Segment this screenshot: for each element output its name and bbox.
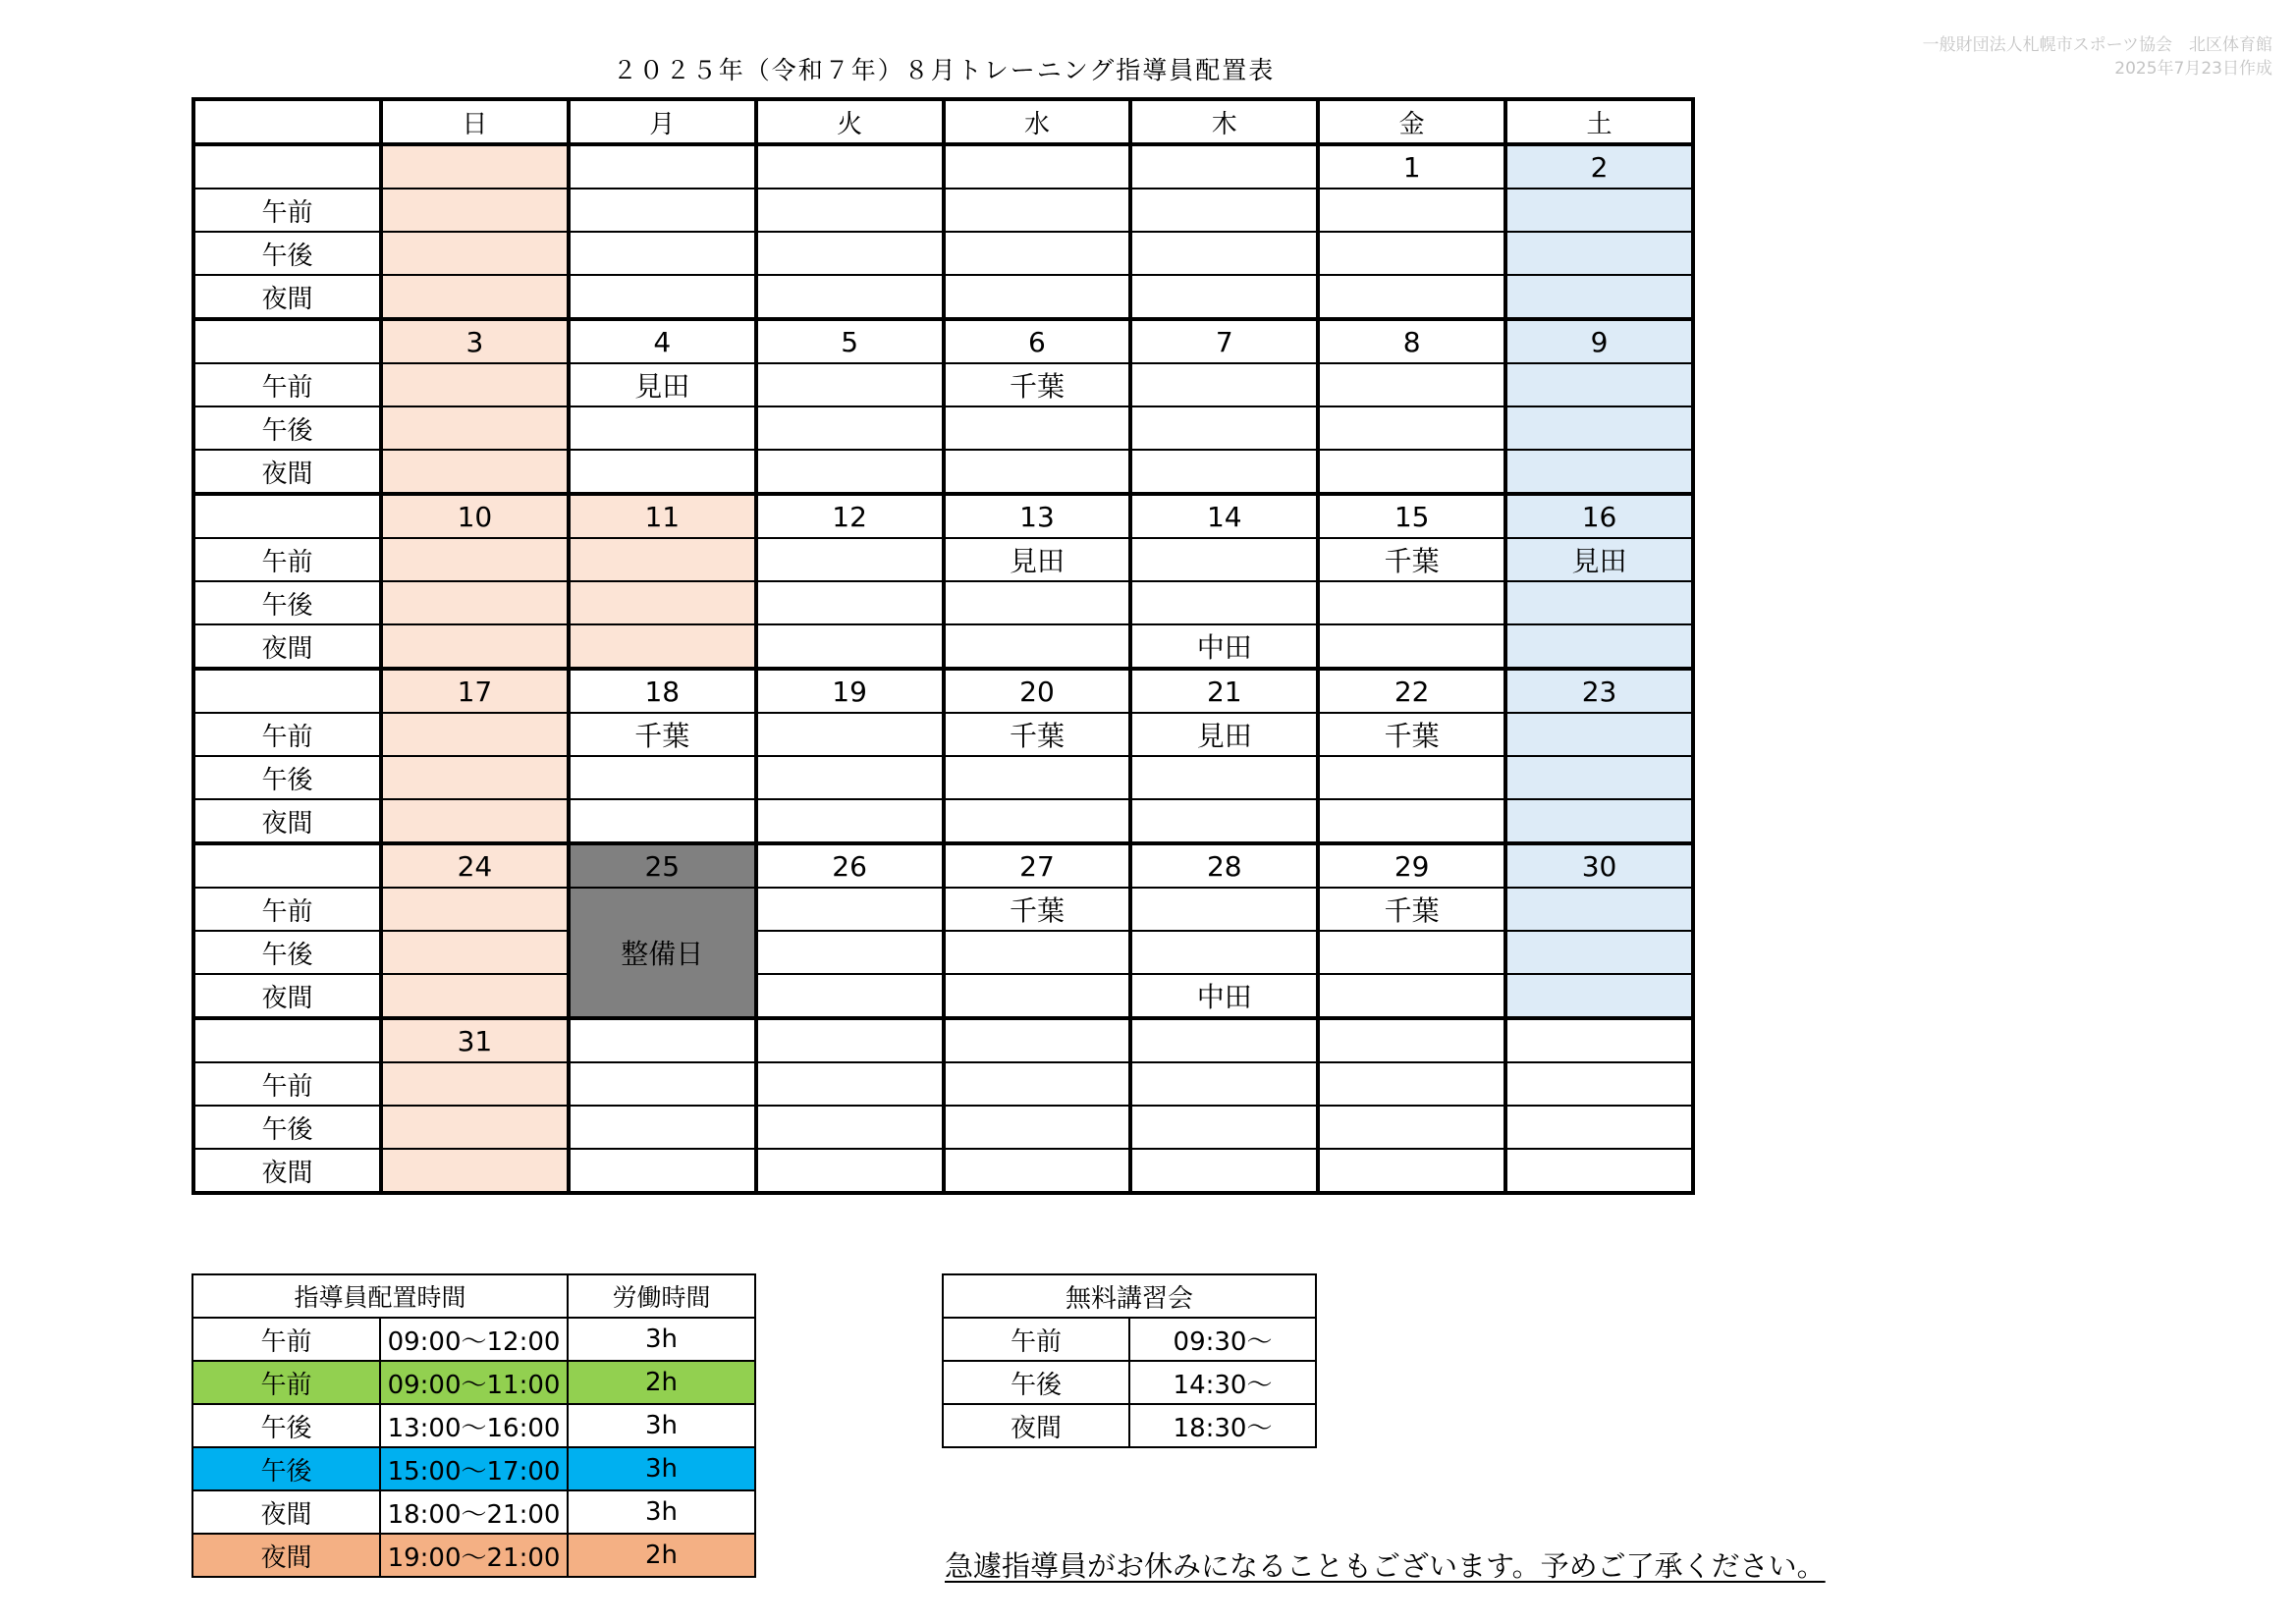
corner-cell (193, 99, 381, 144)
period-row-night (193, 799, 1693, 843)
staff-assignment-cell (1505, 1106, 1693, 1149)
period-label: 夜間 (193, 799, 381, 843)
day-number: 29 (1318, 843, 1505, 888)
staff-assignment-cell: 見田 (1130, 713, 1318, 756)
staff-assignment-cell (381, 275, 569, 319)
staff-assignment-cell (1318, 974, 1505, 1018)
staff-assignment-cell (944, 450, 1131, 494)
staff-assignment-cell: 見田 (944, 538, 1131, 581)
blank-label-cell (193, 843, 381, 888)
staff-assignment-cell (381, 624, 569, 669)
legend-header-hours: 労働時間 (568, 1274, 755, 1318)
legend-period: 夜間 (192, 1490, 380, 1534)
day-number: 6 (944, 319, 1131, 363)
staff-assignment-cell (944, 931, 1131, 974)
period-label: 午後 (193, 931, 381, 974)
day-number: 28 (1130, 843, 1318, 888)
staff-assignment-cell: 千葉 (1318, 888, 1505, 931)
legend-period: 夜間 (192, 1534, 380, 1577)
staff-assignment-cell (1130, 1106, 1318, 1149)
staff-assignment-cell (1505, 1149, 1693, 1193)
staff-assignment-cell (569, 1106, 756, 1149)
week-day-row (193, 494, 1693, 538)
legend-period: 午前 (192, 1361, 380, 1404)
legend-hours: 3h (568, 1318, 755, 1361)
period-row-night (193, 1149, 1693, 1193)
blank-label-cell (193, 494, 381, 538)
staff-assignment-cell (756, 888, 944, 931)
staff-assignment-cell (1318, 275, 1505, 319)
period-label: 午前 (193, 713, 381, 756)
staff-assignment-cell (756, 713, 944, 756)
seminar-time: 14:30～ (1129, 1361, 1316, 1404)
staff-assignment-cell (569, 581, 756, 624)
day-number: 22 (1318, 669, 1505, 713)
staff-assignment-cell (569, 756, 756, 799)
staff-assignment-cell (1505, 363, 1693, 406)
staff-assignment-cell (756, 799, 944, 843)
staff-assignment-cell (756, 189, 944, 232)
organization-block (1923, 33, 2272, 81)
legend-hours: 2h (568, 1361, 755, 1404)
day-number: 15 (1318, 494, 1505, 538)
legend-row (192, 1318, 755, 1361)
staff-assignment-cell (756, 1149, 944, 1193)
staff-assignment-cell (756, 1106, 944, 1149)
staff-assignment-cell: 見田 (1505, 538, 1693, 581)
period-row-pm (193, 406, 1693, 450)
staff-assignment-cell: 中田 (1130, 624, 1318, 669)
staff-assignment-cell (944, 799, 1131, 843)
staff-assignment-cell (1505, 189, 1693, 232)
day-number: 26 (756, 843, 944, 888)
staff-assignment-cell (944, 232, 1131, 275)
staff-assignment-cell: 千葉 (944, 888, 1131, 931)
period-row-pm (193, 232, 1693, 275)
period-label: 夜間 (193, 450, 381, 494)
staff-assignment-cell: 千葉 (1318, 713, 1505, 756)
staff-assignment-cell (1130, 1149, 1318, 1193)
staff-assignment-cell (756, 974, 944, 1018)
weekday-header-row (193, 99, 1693, 144)
staff-assignment-cell (381, 189, 569, 232)
staff-assignment-cell (569, 1062, 756, 1106)
staff-assignment-cell (1130, 581, 1318, 624)
day-number: 30 (1505, 843, 1693, 888)
day-number (569, 1018, 756, 1062)
staff-assignment-cell (944, 189, 1131, 232)
day-number (756, 144, 944, 189)
staff-assignment-cell (381, 363, 569, 406)
day-number: 13 (944, 494, 1131, 538)
staff-assignment-cell (1318, 799, 1505, 843)
legend-hours: 3h (568, 1490, 755, 1534)
day-number: 12 (756, 494, 944, 538)
staff-assignment-cell (756, 581, 944, 624)
staff-assignment-cell (756, 232, 944, 275)
staff-assignment-cell (1505, 756, 1693, 799)
staff-assignment-cell (1505, 624, 1693, 669)
seminar-time: 18:30～ (1129, 1404, 1316, 1447)
staff-assignment-cell (381, 931, 569, 974)
staff-assignment-cell (1130, 799, 1318, 843)
staff-assignment-cell (1318, 581, 1505, 624)
weekday-header: 木 (1130, 99, 1318, 144)
staff-assignment-cell (1505, 275, 1693, 319)
staff-assignment-cell (1318, 363, 1505, 406)
week-day-row (193, 1018, 1693, 1062)
staff-assignment-cell (1505, 974, 1693, 1018)
staff-assignment-cell (569, 624, 756, 669)
staff-assignment-cell (756, 756, 944, 799)
staff-assignment-cell (756, 538, 944, 581)
staff-assignment-cell (1505, 581, 1693, 624)
day-number: 8 (1318, 319, 1505, 363)
staff-assignment-cell (944, 1106, 1131, 1149)
staff-assignment-cell (1318, 624, 1505, 669)
period-label: 夜間 (193, 974, 381, 1018)
period-label: 夜間 (193, 624, 381, 669)
week-day-row (193, 669, 1693, 713)
blank-label-cell (193, 669, 381, 713)
period-label: 午後 (193, 581, 381, 624)
staff-assignment-cell (381, 974, 569, 1018)
staff-assignment-cell (1318, 1062, 1505, 1106)
created-date: 2025年7月23日作成 (2114, 59, 2272, 79)
seminar-time: 09:30～ (1129, 1318, 1316, 1361)
staff-assignment-cell (756, 450, 944, 494)
staff-assignment-cell (381, 756, 569, 799)
staff-assignment-cell (1130, 756, 1318, 799)
day-number (569, 144, 756, 189)
legend-time: 09:00～11:00 (380, 1361, 568, 1404)
week-day-row (193, 144, 1693, 189)
day-number: 5 (756, 319, 944, 363)
period-label: 午前 (193, 888, 381, 931)
organization-name: 一般財団法人札幌市スポーツ協会 北区体育館 (1922, 35, 2272, 55)
staff-assignment-cell (381, 799, 569, 843)
staff-assignment-cell (1130, 275, 1318, 319)
staff-assignment-cell (1130, 1062, 1318, 1106)
notice-text: 急遽指導員がお休みになることもございます。予めご了承ください。 (945, 1549, 1826, 1583)
weekday-header: 火 (756, 99, 944, 144)
legend-row (192, 1490, 755, 1534)
staff-assignment-cell (1318, 406, 1505, 450)
week-day-row (193, 319, 1693, 363)
day-number (1318, 1018, 1505, 1062)
page-title: ２０２５年（令和７年）８月トレーニング指導員配置表 (612, 56, 1276, 84)
day-number: 18 (569, 669, 756, 713)
period-row-pm (193, 756, 1693, 799)
legend-hours: 3h (568, 1447, 755, 1490)
period-label: 午後 (193, 1106, 381, 1149)
staff-assignment-cell (1318, 756, 1505, 799)
staff-assignment-cell (1318, 1106, 1505, 1149)
legend-row (192, 1534, 755, 1577)
staff-assignment-cell (381, 888, 569, 931)
legend-period: 午後 (192, 1404, 380, 1447)
period-label: 午後 (193, 406, 381, 450)
day-number: 11 (569, 494, 756, 538)
legend-row (192, 1404, 755, 1447)
period-row-night (193, 974, 1693, 1018)
day-number: 19 (756, 669, 944, 713)
day-number: 1 (1318, 144, 1505, 189)
staff-assignment-cell (569, 232, 756, 275)
weekday-header: 月 (569, 99, 756, 144)
day-number: 21 (1130, 669, 1318, 713)
staff-assignment-cell (569, 450, 756, 494)
staff-assignment-cell (756, 406, 944, 450)
period-row-pm (193, 1106, 1693, 1149)
seminar-period: 午後 (943, 1361, 1129, 1404)
day-number (1130, 1018, 1318, 1062)
period-row-am (193, 888, 1693, 931)
day-number: 10 (381, 494, 569, 538)
staff-assignment-cell (381, 450, 569, 494)
staff-assignment-cell (756, 275, 944, 319)
staff-assignment-cell (569, 406, 756, 450)
staff-hours-legend (191, 1273, 756, 1578)
staff-assignment-cell (1318, 1149, 1505, 1193)
staff-assignment-cell (1318, 189, 1505, 232)
staff-assignment-cell (756, 931, 944, 974)
legend-period: 午後 (192, 1447, 380, 1490)
period-row-pm (193, 931, 1693, 974)
legend-time: 18:00～21:00 (380, 1490, 568, 1534)
staff-assignment-cell (944, 756, 1131, 799)
period-row-am (193, 189, 1693, 232)
staff-assignment-cell (756, 1062, 944, 1106)
maintenance-day-cell: 整備日 (569, 888, 756, 1018)
period-row-night (193, 624, 1693, 669)
day-number: 16 (1505, 494, 1693, 538)
period-label: 夜間 (193, 1149, 381, 1193)
staff-assignment-cell (944, 581, 1131, 624)
staff-assignment-cell (1505, 799, 1693, 843)
staff-assignment-cell (1505, 713, 1693, 756)
day-number: 17 (381, 669, 569, 713)
staff-assignment-cell (381, 406, 569, 450)
staff-assignment-cell: 千葉 (944, 363, 1131, 406)
day-number: 27 (944, 843, 1131, 888)
staff-assignment-cell (1130, 538, 1318, 581)
staff-assignment-cell (381, 713, 569, 756)
staff-assignment-cell (1505, 931, 1693, 974)
staff-assignment-cell: 千葉 (944, 713, 1131, 756)
staff-assignment-cell (1130, 888, 1318, 931)
weekday-header: 日 (381, 99, 569, 144)
weekday-header: 土 (1505, 99, 1693, 144)
period-label: 午前 (193, 538, 381, 581)
period-label: 午後 (193, 756, 381, 799)
schedule-calendar (191, 97, 1695, 1195)
staff-assignment-cell (381, 581, 569, 624)
staff-assignment-cell (1130, 189, 1318, 232)
weekday-header: 水 (944, 99, 1131, 144)
staff-assignment-cell (381, 1062, 569, 1106)
day-number (381, 144, 569, 189)
seminar-period: 夜間 (943, 1404, 1129, 1447)
blank-label-cell (193, 1018, 381, 1062)
staff-assignment-cell (944, 624, 1131, 669)
staff-assignment-cell (1505, 888, 1693, 931)
free-seminar-table (942, 1273, 1317, 1448)
staff-assignment-cell (1130, 363, 1318, 406)
staff-assignment-cell (1130, 406, 1318, 450)
staff-assignment-cell (569, 538, 756, 581)
legend-time: 15:00～17:00 (380, 1447, 568, 1490)
legend-period: 午前 (192, 1318, 380, 1361)
day-number (1130, 144, 1318, 189)
period-label: 午前 (193, 363, 381, 406)
seminar-row (943, 1318, 1316, 1361)
blank-label-cell (193, 144, 381, 189)
legend-time: 19:00～21:00 (380, 1534, 568, 1577)
day-number (756, 1018, 944, 1062)
legend-row (192, 1447, 755, 1490)
staff-assignment-cell (1505, 450, 1693, 494)
staff-assignment-cell (1505, 406, 1693, 450)
day-number: 31 (381, 1018, 569, 1062)
staff-assignment-cell: 千葉 (569, 713, 756, 756)
seminar-row (943, 1361, 1316, 1404)
legend-time: 13:00～16:00 (380, 1404, 568, 1447)
day-number: 9 (1505, 319, 1693, 363)
legend-hours: 2h (568, 1534, 755, 1577)
day-number: 2 (1505, 144, 1693, 189)
staff-assignment-cell (756, 363, 944, 406)
staff-assignment-cell (1130, 931, 1318, 974)
staff-assignment-cell (1318, 931, 1505, 974)
period-row-am (193, 1062, 1693, 1106)
staff-assignment-cell (1318, 450, 1505, 494)
day-number (944, 1018, 1131, 1062)
staff-assignment-cell (944, 974, 1131, 1018)
day-number: 4 (569, 319, 756, 363)
staff-assignment-cell (569, 1149, 756, 1193)
staff-assignment-cell (569, 189, 756, 232)
day-number (944, 144, 1131, 189)
legend-hours: 3h (568, 1404, 755, 1447)
period-row-pm (193, 581, 1693, 624)
legend-time: 09:00～12:00 (380, 1318, 568, 1361)
blank-label-cell (193, 319, 381, 363)
staff-assignment-cell (756, 624, 944, 669)
staff-assignment-cell (1130, 232, 1318, 275)
staff-assignment-cell (381, 232, 569, 275)
staff-assignment-cell (1318, 232, 1505, 275)
period-label: 午前 (193, 189, 381, 232)
staff-assignment-cell: 千葉 (1318, 538, 1505, 581)
legend-row (192, 1361, 755, 1404)
seminar-period: 午前 (943, 1318, 1129, 1361)
seminar-row (943, 1404, 1316, 1447)
staff-assignment-cell (944, 275, 1131, 319)
staff-assignment-cell (381, 1149, 569, 1193)
weekday-header: 金 (1318, 99, 1505, 144)
day-number: 14 (1130, 494, 1318, 538)
legend-header-time: 指導員配置時間 (192, 1274, 568, 1318)
staff-assignment-cell (381, 538, 569, 581)
seminar-header: 無料講習会 (943, 1274, 1316, 1318)
period-row-night (193, 450, 1693, 494)
day-number: 23 (1505, 669, 1693, 713)
period-row-am (193, 713, 1693, 756)
staff-assignment-cell (1505, 232, 1693, 275)
period-label: 午後 (193, 232, 381, 275)
period-row-am (193, 363, 1693, 406)
day-number: 25 (569, 843, 756, 888)
staff-assignment-cell (944, 406, 1131, 450)
staff-assignment-cell (1505, 1062, 1693, 1106)
period-row-night (193, 275, 1693, 319)
staff-assignment-cell (381, 1106, 569, 1149)
period-label: 夜間 (193, 275, 381, 319)
staff-assignment-cell (1130, 450, 1318, 494)
day-number: 3 (381, 319, 569, 363)
staff-assignment-cell (944, 1062, 1131, 1106)
week-day-row (193, 843, 1693, 888)
staff-assignment-cell (569, 275, 756, 319)
staff-assignment-cell: 見田 (569, 363, 756, 406)
day-number: 24 (381, 843, 569, 888)
period-label: 午前 (193, 1062, 381, 1106)
staff-assignment-cell (944, 1149, 1131, 1193)
day-number: 20 (944, 669, 1131, 713)
period-row-am (193, 538, 1693, 581)
day-number: 7 (1130, 319, 1318, 363)
staff-assignment-cell (569, 799, 756, 843)
staff-assignment-cell: 中田 (1130, 974, 1318, 1018)
day-number (1505, 1018, 1693, 1062)
